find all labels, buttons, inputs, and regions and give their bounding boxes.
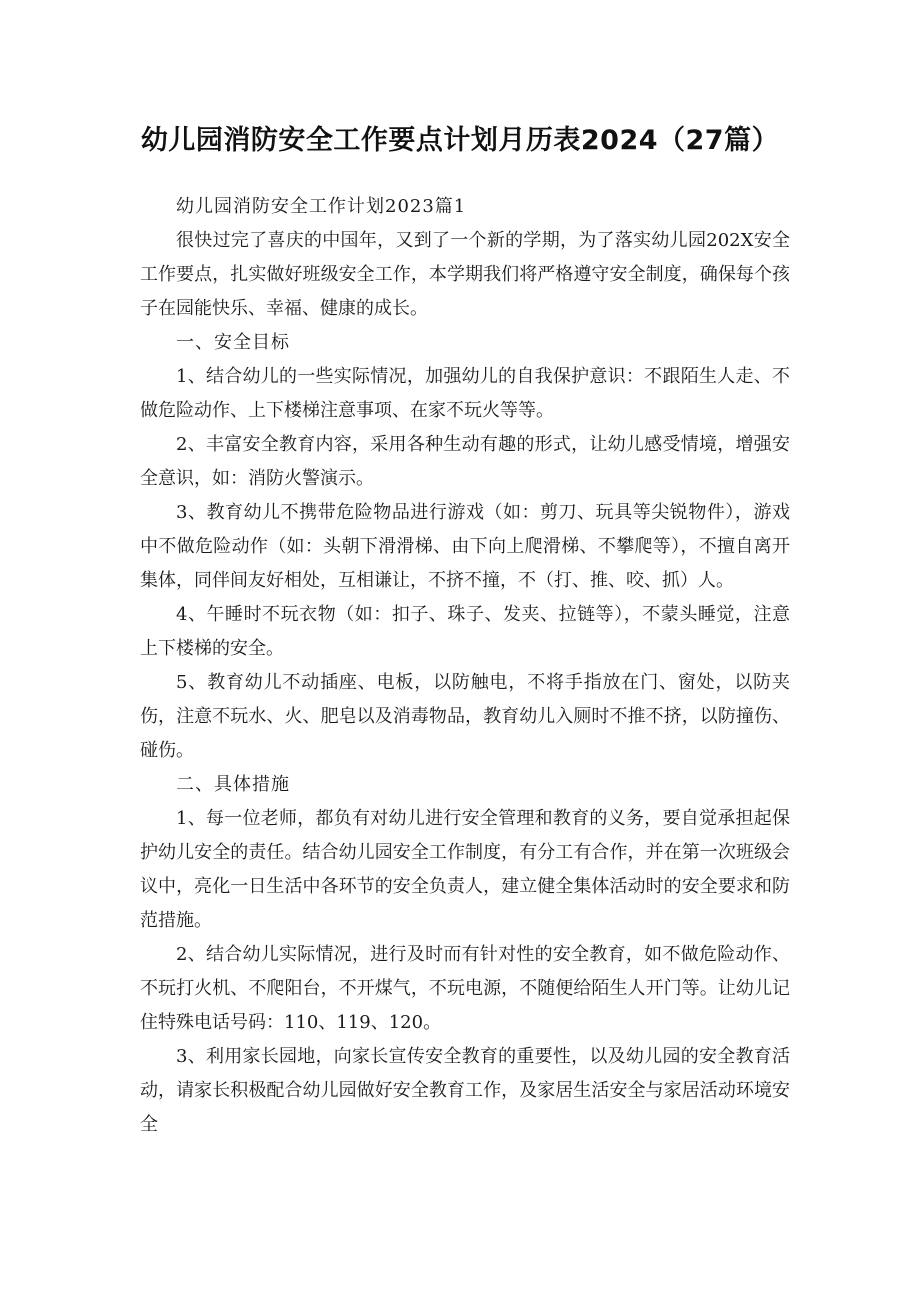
section-heading-safety-goals: 一、安全目标	[176, 332, 290, 353]
paragraph-goal-3: 3、教育幼儿不携带危险物品进行游戏（如：剪刀、玩具等尖锐物件），游戏中不做危险动作（如：头朝下滑滑梯、由下向上爬滑梯、不攀爬等），不擅自离开集体，同伴间友好相处，互相谦让，不挤不撞，不（打、推、咬、抓）人。	[140, 502, 790, 591]
paragraph-measure-1: 1、每一位老师，都负有对幼儿进行安全管理和教育的义务，要自觉承担起保护幼儿安全的责任。结合幼儿园安全工作制度，有分工有合作，并在第一次班级会议中，亮化一日生活中各环节的安全负责人，建立健全集体活动时的安全要求和防范措施。	[140, 808, 790, 931]
paragraph-goal-2: 2、丰富安全教育内容，采用各种生动有趣的形式，让幼儿感受情境，增强安全意识，如：消防火警演示。	[140, 434, 790, 489]
paragraph-measure-3: 3、利用家长园地，向家长宣传安全教育的重要性，以及幼儿园的安全教育活动，请家长积极配合幼儿园做好安全教育工作，及家居生活安全与家居活动环境安全	[140, 1046, 790, 1135]
paragraph-goal-1: 1、结合幼儿的一些实际情况，加强幼儿的自我保护意识：不跟陌生人走、不做危险动作、上下楼梯注意事项、在家不玩火等等。	[140, 366, 790, 421]
section-subtitle: 幼儿园消防安全工作计划2023篇1	[176, 196, 467, 217]
paragraph-measure-2: 2、结合幼儿实际情况，进行及时而有针对性的安全教育，如不做危险动作、不玩打火机、不爬阳台，不开煤气，不玩电源，不随便给陌生人开门等。让幼儿记住特殊电话号码：110、119、120。	[140, 944, 790, 1033]
paragraph-goal-4: 4、午睡时不玩衣物（如：扣子、珠子、发夹、拉链等），不蒙头睡觉，注意上下楼梯的安全。	[140, 604, 790, 659]
document-title: 幼儿园消防安全工作要点计划月历表2024（27篇）	[140, 125, 780, 156]
paragraph-intro: 很快过完了喜庆的中国年，又到了一个新的学期，为了落实幼儿园202X安全工作要点，扎实做好班级安全工作，本学期我们将严格遵守安全制度，确保每个孩子在园能快乐、幸福、健康的成长。	[140, 230, 790, 319]
section-heading-measures: 二、具体措施	[176, 774, 290, 795]
paragraph-goal-5: 5、教育幼儿不动插座、电板，以防触电，不将手指放在门、窗处，以防夹伤，注意不玩水、火、肥皂以及消毒物品，教育幼儿入厕时不推不挤，以防撞伤、碰伤。	[140, 672, 790, 761]
document-body	[140, 190, 790, 1142]
